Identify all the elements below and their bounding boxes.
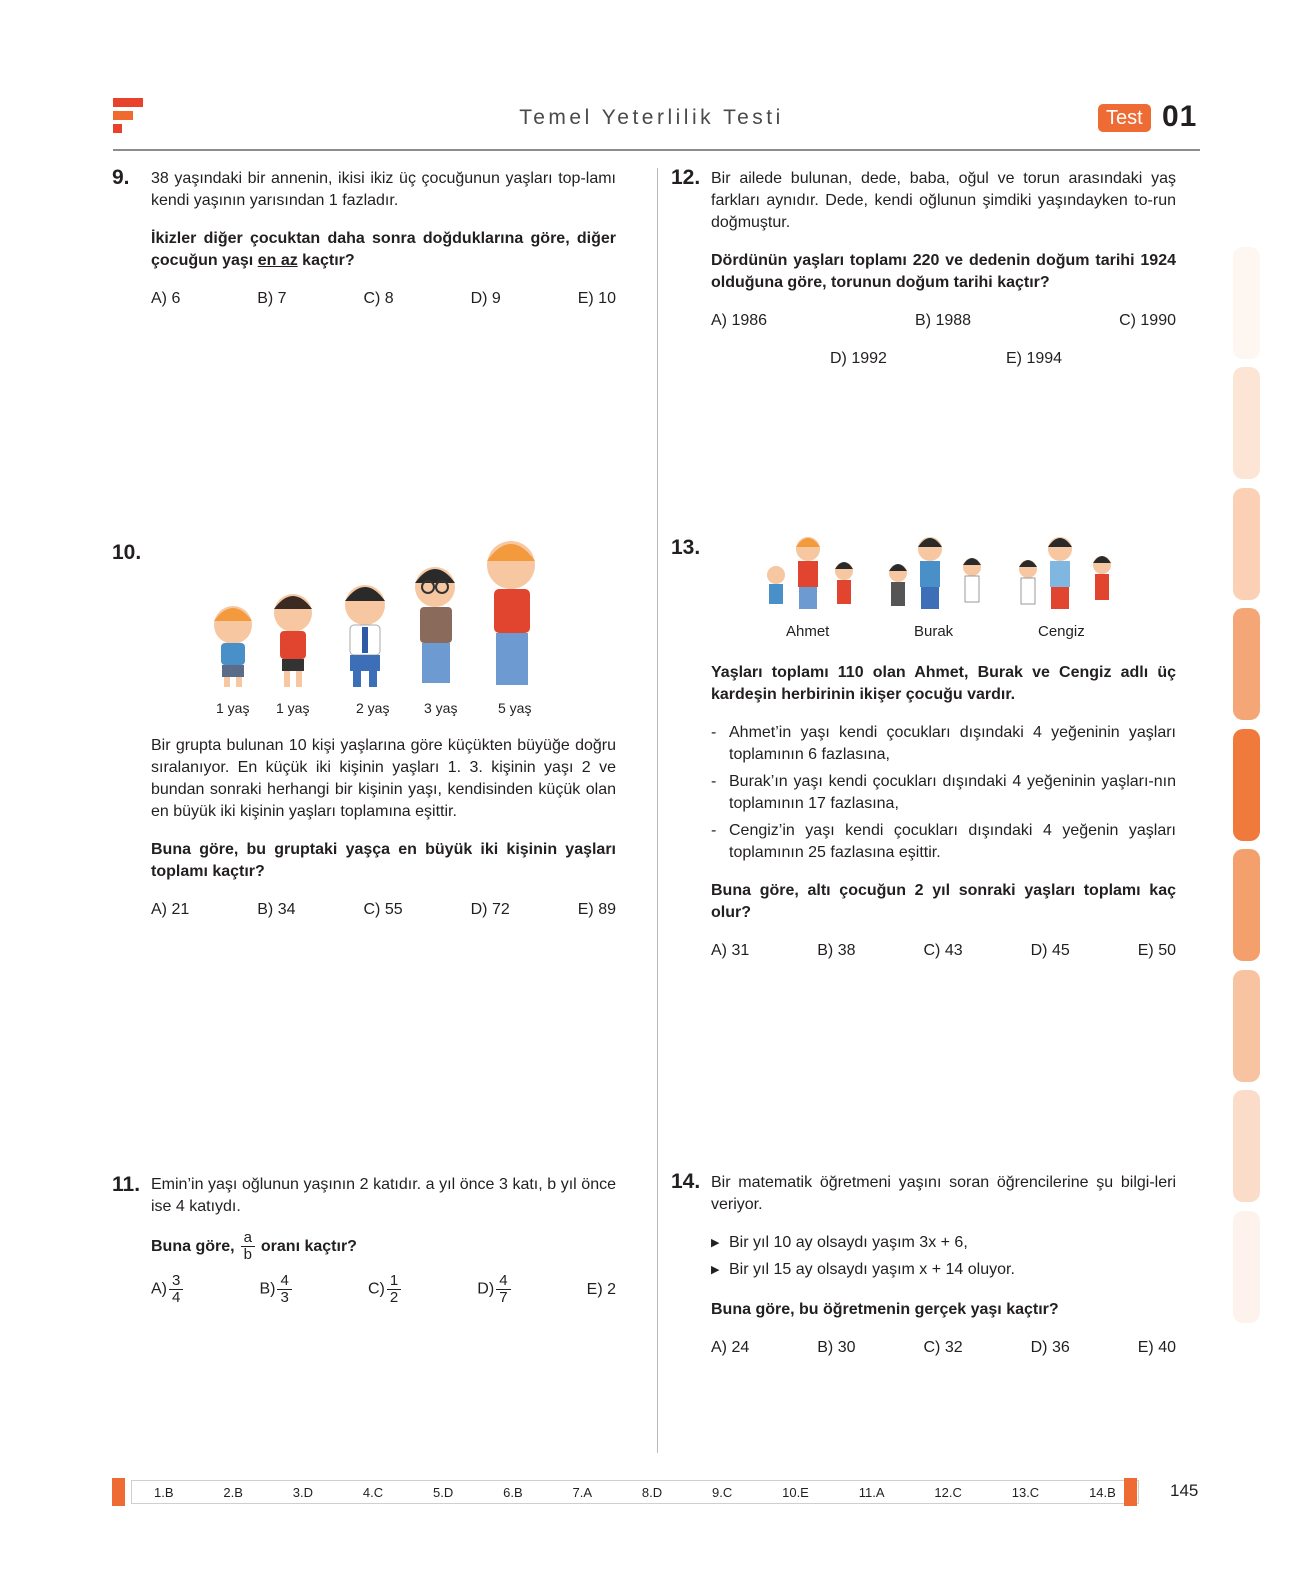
choice-d[interactable]: D) $\frac{4}{7}$	[477, 1273, 512, 1306]
age-label-4: 3 yaş	[424, 700, 458, 716]
answer-item: 8.D	[641, 1484, 663, 1500]
question-11-number: 11.	[112, 1173, 141, 1196]
question-14-clues	[711, 1232, 1176, 1281]
choice-d[interactable]: D) 72	[470, 901, 510, 918]
side-tab-1[interactable]	[1233, 247, 1260, 359]
choice-b[interactable]: B) 7	[257, 290, 287, 307]
choice-a[interactable]: A) 24	[711, 1339, 750, 1356]
choice-e[interactable]: E) 40	[1137, 1339, 1176, 1356]
side-tab-3[interactable]	[1233, 488, 1260, 600]
choice-c[interactable]: C) $\frac{1}{2}$	[368, 1273, 403, 1306]
answer-item: 5.D	[433, 1484, 454, 1500]
answer-item: 13.C	[1011, 1484, 1040, 1500]
age-label-5: 5 yaş	[498, 700, 532, 716]
question-13-choices	[711, 940, 1176, 962]
choice-e[interactable]: E) 1994	[1006, 350, 1063, 367]
answer-item: 3.D	[292, 1484, 314, 1500]
children-illustration	[200, 535, 570, 695]
age-label-3: 2 yaş	[356, 700, 390, 716]
answer-item: 10.E	[782, 1484, 809, 1500]
question-14-choices	[711, 1337, 1176, 1359]
choice-c[interactable]: C) 1990	[1119, 312, 1176, 329]
header-divider	[113, 149, 1200, 151]
side-tab-5-active[interactable]	[1233, 729, 1260, 841]
question-13-intro: Yaşları toplamı 110 olan Ahmet, Burak ve Cengiz adlı üç kardeşin herbirinin ikişer çocuğu vardır.	[711, 664, 1176, 703]
clue-item: ▶ Bir yıl 10 ay olsaydı yaşım 3x + 6,	[711, 1232, 1176, 1254]
column-divider	[657, 168, 658, 1453]
question-14	[711, 1172, 1176, 1359]
answer-item: 6.B	[503, 1484, 523, 1500]
footer-mark-right	[1124, 1478, 1137, 1506]
choice-b[interactable]: B) 34	[257, 901, 296, 918]
answer-item: 12.C	[934, 1484, 962, 1500]
choice-c[interactable]: C) 43	[923, 942, 963, 959]
question-14-text: Bir matematik öğretmeni yaşını soran öğrencilerine şu bilgi-leri veriyor.	[711, 1174, 1176, 1213]
side-tab-6[interactable]	[1233, 849, 1260, 961]
condition-item: - Burak’ın yaşı kendi çocukları dışındaki 4 yeğeninin yaşları-nın toplamının 17 fazlasına,	[711, 771, 1176, 815]
answer-key	[131, 1480, 1139, 1504]
ahmet-family	[767, 537, 853, 609]
question-11-prompt: Buna göre, $\frac{a}{b}$ oranı kaçtır?	[151, 1229, 357, 1263]
question-10	[151, 735, 616, 921]
answer-item: 2.B	[223, 1484, 243, 1500]
side-tab-4[interactable]	[1233, 608, 1260, 720]
choice-a[interactable]: A) $\frac{3}{4}$	[151, 1273, 185, 1306]
question-9	[151, 168, 616, 310]
child-figure-1	[214, 606, 252, 687]
choice-c[interactable]: C) 8	[363, 290, 394, 307]
question-9-text: 38 yaşındaki bir annenin, ikisi ikiz üç çocuğunun yaşları top-lamı kendi yaşının yarısından 1 fazladır.	[151, 170, 616, 209]
side-tab-7[interactable]	[1233, 970, 1260, 1082]
answer-item: 14.B	[1089, 1484, 1116, 1500]
choice-b[interactable]: B) 38	[817, 942, 856, 959]
side-tab-9[interactable]	[1233, 1211, 1260, 1323]
question-10-text: Bir grupta bulunan 10 kişi yaşlarına göre küçükten büyüğe doğru sıralanıyor. En küçük iki kişinin yaşları 1. 3. kişinin yaşı 2 ve bundan sonraki herhangi bir kişinin yaşı, kendisinden küçük olan en büyük iki kişinin yaşları toplamına eşittir.	[151, 737, 616, 820]
choice-a[interactable]: A) 21	[151, 901, 190, 918]
test-number: 01	[1162, 100, 1198, 133]
choice-c[interactable]: C) 55	[363, 901, 403, 918]
choice-e[interactable]: E) 50	[1137, 942, 1176, 959]
age-label-2: 1 yaş	[276, 700, 310, 716]
question-10-prompt: Buna göre, bu gruptaki yaşça en büyük iki kişinin yaşları toplamı kaçtır?	[151, 841, 616, 880]
answer-item: 1.B	[154, 1484, 174, 1500]
choice-d[interactable]: D) 9	[470, 290, 501, 307]
choice-a[interactable]: A) 6	[151, 290, 181, 307]
question-12-choices-row1	[711, 310, 1176, 332]
child-figure-4	[415, 567, 455, 683]
question-12	[711, 168, 1176, 370]
choice-b[interactable]: B) $\frac{4}{3}$	[259, 1273, 293, 1306]
choice-e[interactable]: E) 89	[577, 901, 616, 918]
question-11-choices	[151, 1273, 616, 1306]
answer-item: 7.A	[572, 1484, 593, 1500]
choice-a[interactable]: A) 1986	[711, 312, 768, 329]
cengiz-family	[1019, 537, 1111, 609]
question-10-number: 10.	[112, 541, 142, 564]
question-14-prompt: Buna göre, bu öğretmenin gerçek yaşı kaçtır?	[711, 1301, 1059, 1318]
ratio-fraction: $\frac{a}{b}$	[241, 1230, 255, 1263]
question-13-conditions	[711, 722, 1176, 864]
test-badge: Test	[1098, 104, 1151, 132]
child-figure-5	[487, 541, 535, 685]
age-label-1: 1 yaş	[216, 700, 250, 716]
answer-item: 11.A	[858, 1484, 885, 1500]
question-9-prompt: İkizler diğer çocuktan daha sonra doğduklarına göre, diğer çocuğun yaşı en az kaçtır?	[151, 230, 616, 269]
side-tab-8[interactable]	[1233, 1090, 1260, 1202]
name-cengiz: Cengiz	[1038, 623, 1085, 640]
question-13	[711, 662, 1176, 962]
choice-e[interactable]: E) 2	[586, 1280, 616, 1298]
child-figure-3	[345, 585, 385, 687]
question-12-choices-row2	[711, 348, 1176, 370]
question-13-number: 13.	[671, 536, 701, 559]
family-illustration	[760, 535, 1130, 615]
question-9-number: 9.	[112, 166, 130, 189]
burak-family	[889, 537, 981, 609]
question-13-prompt: Buna göre, altı çocuğun 2 yıl sonraki yaşları toplamı kaç olur?	[711, 882, 1176, 921]
name-ahmet: Ahmet	[786, 623, 830, 640]
side-tab-2[interactable]	[1233, 367, 1260, 479]
name-burak: Burak	[914, 623, 954, 640]
question-12-text: Bir ailede bulunan, dede, baba, oğul ve torun arasındaki yaş farkları aynıdır. Dede, kendi oğlunun şimdiki yaşındayken to-run doğmuştur.	[711, 170, 1176, 231]
answer-item: 4.C	[362, 1484, 384, 1500]
choice-d[interactable]: D) 36	[1030, 1339, 1070, 1356]
question-11-text: Emin’in yaşı oğlunun yaşının 2 katıdır. a yıl önce 3 katı, b yıl önce ise 4 katıydı.	[151, 1176, 616, 1215]
question-12-number: 12.	[671, 166, 701, 189]
clue-item: ▶ Bir yıl 15 ay olsaydı yaşım x + 14 oluyor.	[711, 1259, 1176, 1281]
footer-mark-left	[112, 1478, 125, 1506]
question-14-number: 14.	[671, 1170, 701, 1193]
child-figure-2	[274, 594, 312, 687]
question-9-choices	[151, 288, 616, 310]
page-title: Temel Yeterlilik Testi	[519, 106, 784, 129]
choice-e[interactable]: E) 10	[577, 290, 616, 307]
condition-item: - Ahmet’in yaşı kendi çocukları dışındaki 4 yeğeninin yaşları toplamının 6 fazlasına,	[711, 722, 1176, 766]
page-number: 145	[1170, 1481, 1199, 1500]
question-10-choices	[151, 899, 616, 921]
choice-d[interactable]: D) 1992	[830, 350, 887, 367]
answer-item: 9.C	[712, 1484, 733, 1500]
question-11	[151, 1174, 616, 1306]
question-12-prompt: Dördünün yaşları toplamı 220 ve dedenin doğum tarihi 1924 olduğuna göre, torunun doğum tarihi kaçtır?	[711, 252, 1176, 291]
choice-c[interactable]: C) 32	[923, 1339, 963, 1356]
choice-a[interactable]: A) 31	[711, 942, 750, 959]
choice-d[interactable]: D) 45	[1030, 942, 1070, 959]
condition-item: - Cengiz’in yaşı kendi çocukları dışındaki 4 yeğenin yaşları toplamının 25 fazlasına eşittir.	[711, 820, 1176, 864]
choice-b[interactable]: B) 1988	[915, 312, 972, 329]
choice-b[interactable]: B) 30	[817, 1339, 856, 1356]
